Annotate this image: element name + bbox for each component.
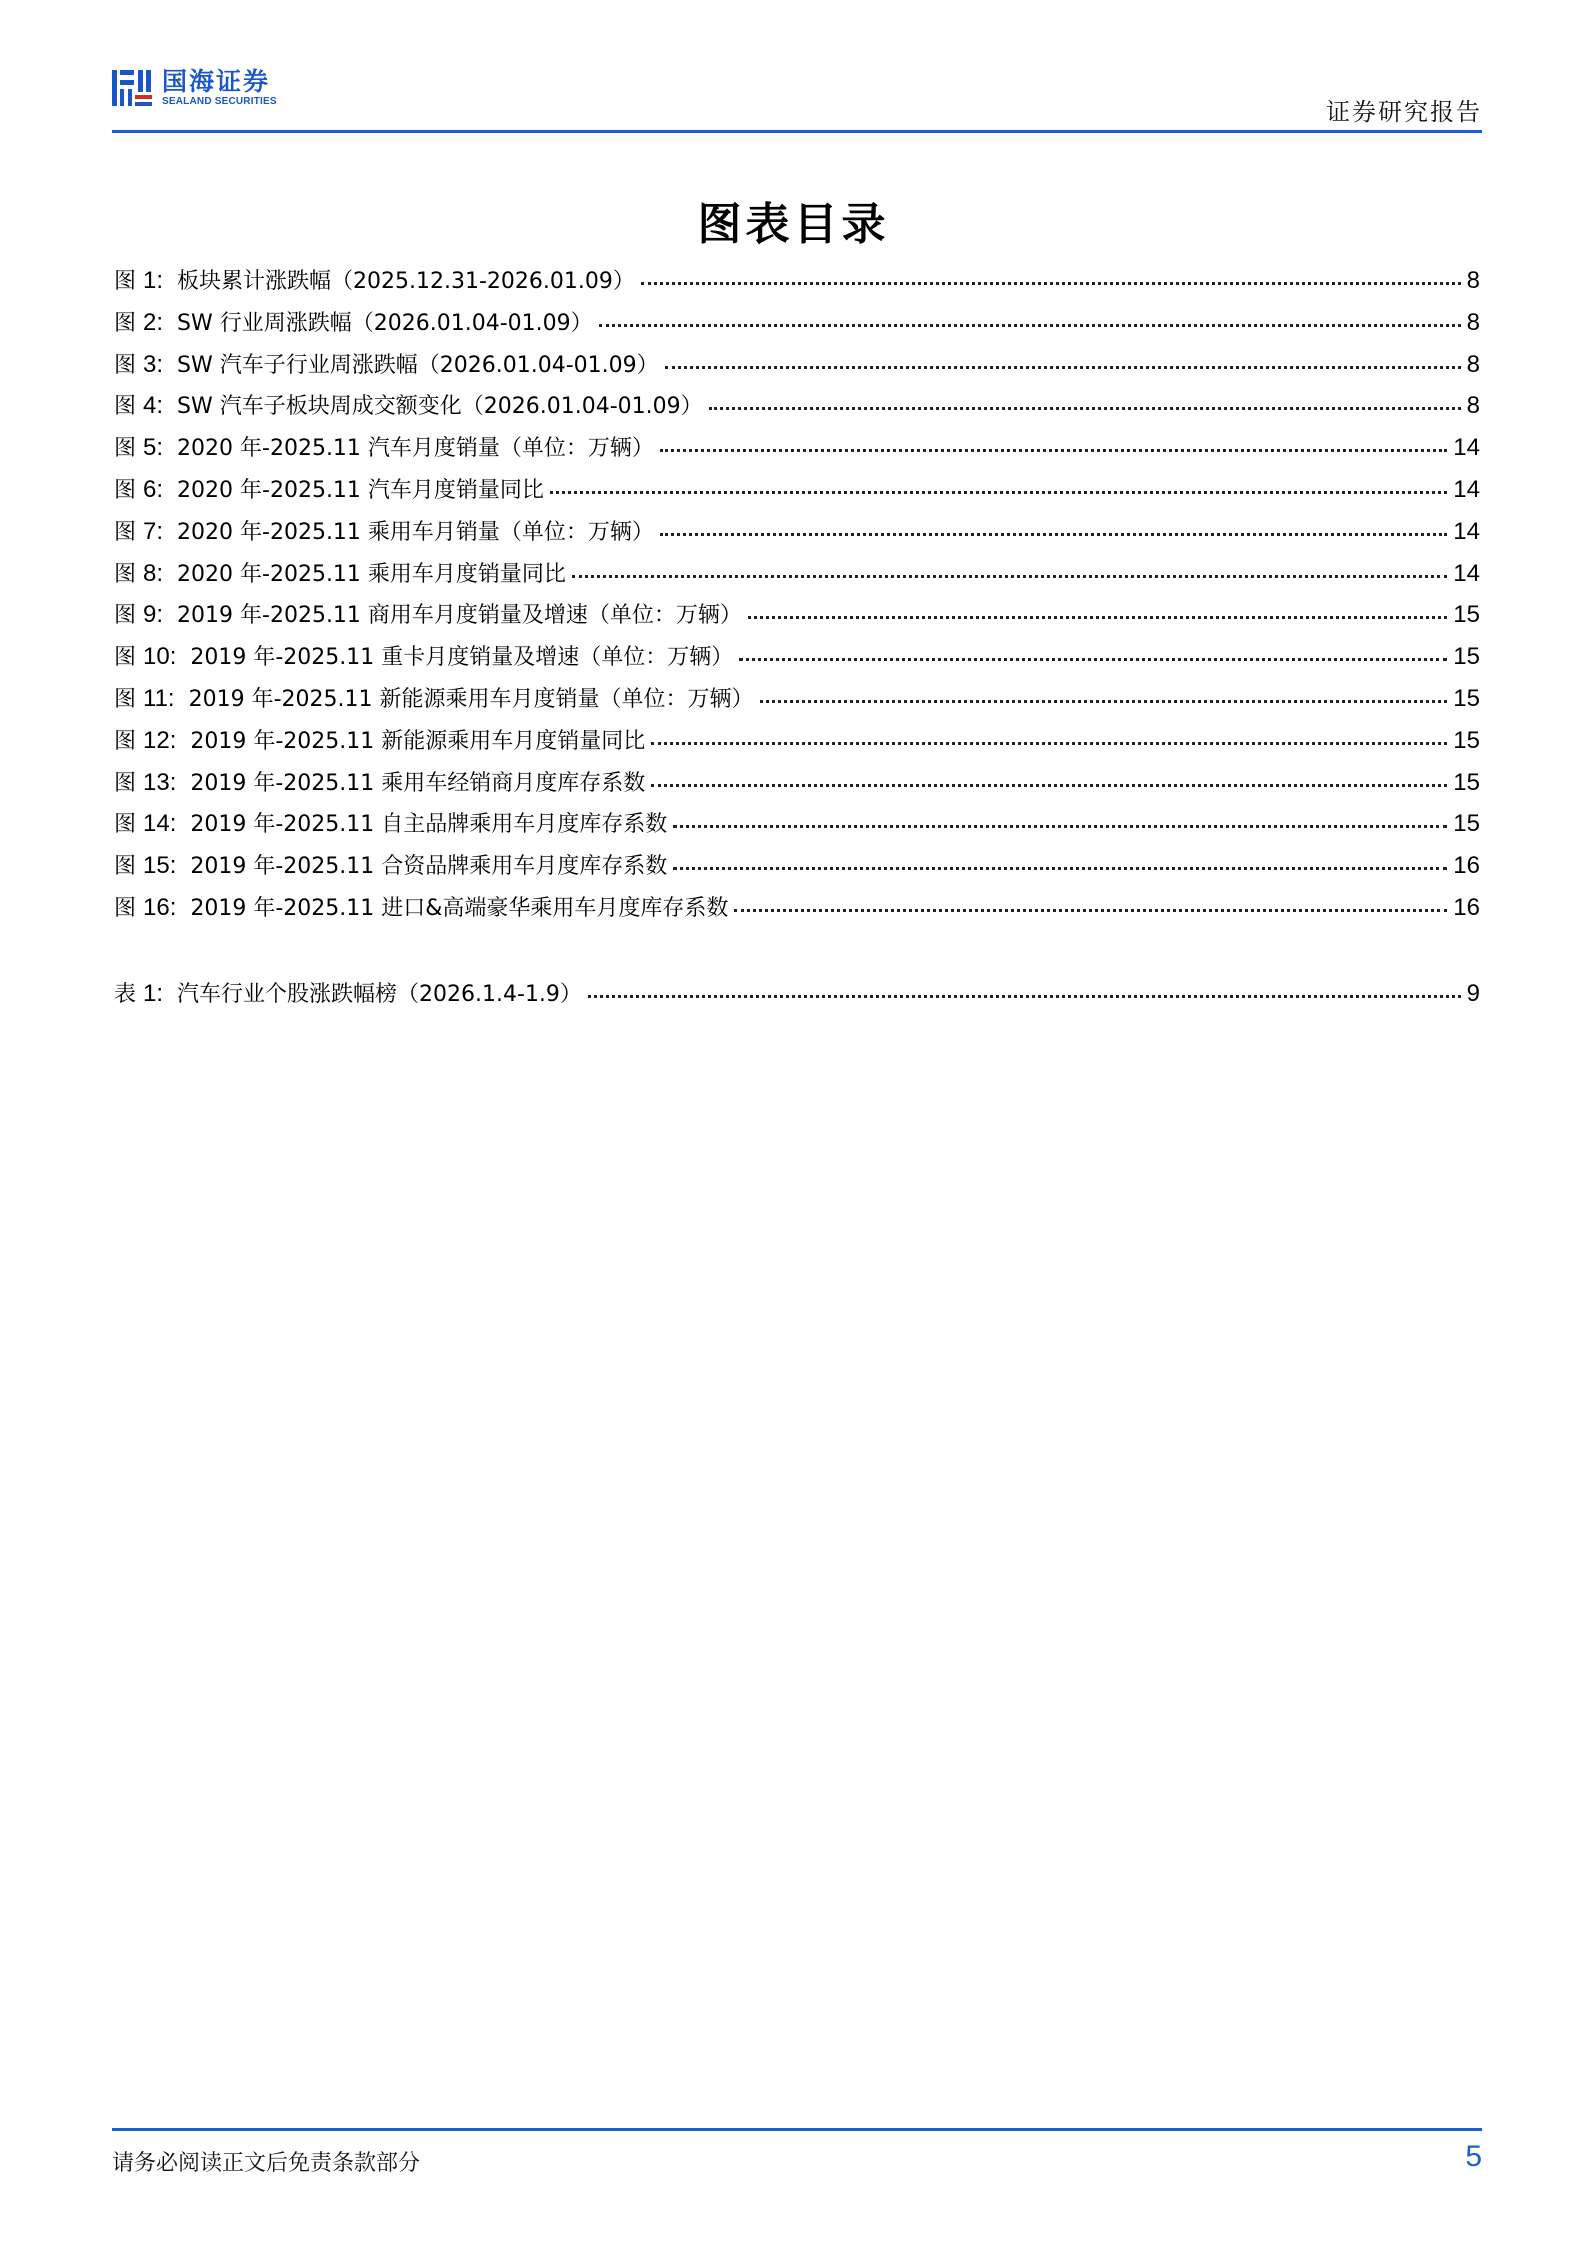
toc-entry[interactable] [114, 891, 1480, 933]
toc-entry-page: 15 [1453, 684, 1480, 712]
toc-entry-prefix: 图 [114, 561, 137, 587]
toc-entry-prefix: 图 [114, 352, 137, 378]
toc-entry-number: 9: [143, 601, 164, 629]
toc-entry-prefix: 图 [114, 269, 137, 294]
toc-entry[interactable] [114, 766, 1480, 808]
footer-divider [112, 2128, 1482, 2131]
page-header [112, 62, 1482, 134]
logo-english-name: SEALAND SECURITIES [162, 96, 277, 107]
toc-entry-title: 2019 年-2025.11 重卡月度销量及增速（单位：万辆） [190, 645, 734, 671]
toc-entry-title: 2020 年-2025.11 汽车月度销量同比 [177, 477, 544, 503]
toc-entry-prefix: 图 [114, 477, 137, 503]
dot-leader [673, 808, 1447, 831]
toc-entry-title: 2019 年-2025.11 新能源乘用车月度销量（单位：万辆） [188, 686, 754, 712]
dot-leader [665, 349, 1461, 372]
logo-chinese-name: 国海证券 [162, 67, 271, 96]
toc-entry[interactable] [114, 348, 1480, 390]
dot-leader [739, 641, 1447, 664]
toc-entry-label [114, 977, 163, 1008]
toc-entry-title: 板块累计涨跌幅（2025.12.31-2026.01.09） [177, 269, 635, 294]
toc-entry-label [114, 891, 176, 922]
toc-entry[interactable] [114, 264, 1480, 306]
toc-entry-page: 9 [1466, 979, 1480, 1007]
toc-entry-number: 8: [143, 559, 164, 587]
toc-entry-page: 15 [1453, 726, 1480, 754]
toc-entry-number: 7: [143, 517, 164, 545]
toc-entry[interactable] [114, 598, 1480, 640]
toc-entry-label [114, 431, 163, 462]
toc-entry-prefix: 图 [114, 310, 137, 336]
toc-entry-page: 15 [1453, 643, 1480, 671]
toc-entry-page: 15 [1453, 601, 1480, 629]
toc-entry-page: 8 [1466, 350, 1480, 378]
toc-entry-page: 16 [1453, 852, 1480, 880]
toc-entry-prefix: 图 [114, 895, 137, 921]
toc-entry-title: 2019 年-2025.11 进口&高端豪华乘用车月度库存系数 [190, 895, 729, 921]
toc-entry-prefix: 表 [114, 981, 137, 1007]
toc-entry-label [114, 306, 163, 337]
page-number: 5 [1465, 2140, 1482, 2173]
toc-title: 图表目录 [697, 199, 890, 250]
toc-entry-page: 15 [1453, 768, 1480, 796]
dot-leader [641, 265, 1461, 288]
toc-entry-page: 14 [1453, 559, 1480, 587]
toc-entry-page: 16 [1453, 893, 1480, 921]
toc-entry-label [114, 807, 176, 838]
toc-entry[interactable] [114, 557, 1480, 599]
toc-entry-page: 14 [1453, 475, 1480, 503]
toc-entry-number: 14: [143, 810, 177, 838]
toc-entry-label [114, 849, 176, 880]
toc-entry-prefix: 图 [114, 812, 137, 838]
toc-entry-title: 2019 年-2025.11 合资品牌乘用车月度库存系数 [190, 854, 668, 880]
dot-leader [673, 850, 1447, 873]
toc-entry-page: 8 [1466, 267, 1480, 294]
toc-entry-page: 15 [1453, 810, 1480, 838]
dot-leader [550, 474, 1447, 497]
dot-leader [734, 892, 1447, 915]
toc-entry-label [114, 515, 163, 546]
dot-leader [599, 307, 1461, 330]
report-type-label: 证券研究报告 [1326, 98, 1482, 126]
toc-entry-title: 汽车行业个股涨跌幅榜（2026.1.4-1.9） [177, 981, 582, 1007]
toc-entry[interactable] [114, 640, 1480, 682]
toc-entry-page: 8 [1466, 308, 1480, 336]
toc-entry-prefix: 图 [114, 686, 137, 712]
toc-entry-prefix: 图 [114, 728, 137, 754]
toc-entry-prefix: 图 [114, 603, 137, 629]
toc-entry[interactable] [114, 849, 1480, 891]
dot-leader [748, 599, 1447, 622]
toc-entry-number: 15: [143, 852, 177, 880]
toc-entry-prefix: 图 [114, 394, 137, 420]
dot-leader [651, 725, 1447, 748]
toc-entry-title: SW 汽车子板块周成交额变化（2026.01.04-01.09） [177, 394, 703, 420]
toc-entry-title: SW 汽车子行业周涨跌幅（2026.01.04-01.09） [177, 352, 659, 378]
toc-entry-title: 2019 年-2025.11 乘用车经销商月度库存系数 [190, 770, 646, 796]
toc-entry-title: 2019 年-2025.11 新能源乘用车月度销量同比 [190, 728, 646, 754]
toc-entry-number: 10: [143, 643, 177, 671]
disclaimer-note: 请务必阅读正文后免责条款部分 [112, 2151, 421, 2176]
toc-entry-label [114, 640, 176, 671]
logo-mark-icon [112, 68, 152, 108]
toc-entry[interactable] [114, 977, 1480, 1019]
toc-entry-label [114, 598, 163, 629]
toc-entry-number: 5: [143, 434, 164, 462]
toc-entry-number: 3: [143, 350, 164, 378]
toc-entry-prefix: 图 [114, 519, 137, 545]
toc-entry-number: 4: [143, 392, 164, 420]
toc-entry[interactable] [114, 807, 1480, 849]
dot-leader [572, 558, 1447, 581]
dot-leader [709, 390, 1461, 413]
toc-entry-number: 13: [143, 768, 177, 796]
toc-entry-label [114, 473, 163, 504]
dot-leader [588, 978, 1461, 1001]
toc-entry-page: 14 [1453, 434, 1480, 462]
toc-entry[interactable] [114, 682, 1480, 724]
toc-entry-label [114, 682, 175, 713]
header-divider [112, 130, 1482, 133]
toc-entry[interactable] [114, 724, 1480, 766]
toc-entry[interactable] [114, 389, 1480, 431]
toc-entry-label [114, 766, 176, 797]
toc-entry-number: 1: [143, 267, 164, 294]
toc-entry[interactable] [114, 473, 1480, 515]
toc-entry-title: 2019 年-2025.11 商用车月度销量及增速（单位：万辆） [177, 603, 742, 629]
toc-entry-label [114, 389, 163, 420]
dot-leader [760, 683, 1448, 706]
toc-entry-label [114, 264, 163, 295]
toc-entry-number: 1: [143, 979, 164, 1007]
toc-entry-label [114, 348, 163, 379]
toc-entry-page: 8 [1466, 392, 1480, 420]
toc-entry-number: 6: [143, 475, 164, 503]
table-of-figures [114, 264, 1480, 1019]
dot-leader [660, 516, 1447, 539]
toc-entry-prefix: 图 [114, 436, 137, 462]
toc-entry-label [114, 557, 163, 588]
toc-entry-number: 16: [143, 893, 177, 921]
toc-entry-number: 11: [143, 684, 175, 712]
toc-entry-title: 2020 年-2025.11 乘用车月销量（单位：万辆） [177, 519, 654, 545]
toc-entry-title: SW 行业周涨跌幅（2026.01.04-01.09） [177, 310, 593, 336]
toc-entry-prefix: 图 [114, 770, 137, 796]
toc-entry-prefix: 图 [114, 645, 137, 671]
toc-entry-title: 2020 年-2025.11 乘用车月度销量同比 [177, 561, 566, 587]
dot-leader [660, 432, 1447, 455]
toc-entry-page: 14 [1453, 517, 1480, 545]
toc-entry[interactable] [114, 515, 1480, 557]
toc-entry[interactable] [114, 306, 1480, 348]
dot-leader [651, 767, 1447, 790]
toc-entry-prefix: 图 [114, 854, 137, 880]
toc-entry-label [114, 724, 176, 755]
toc-entry-title: 2019 年-2025.11 自主品牌乘用车月度库存系数 [190, 812, 668, 838]
toc-entry-title: 2020 年-2025.11 汽车月度销量（单位：万辆） [177, 436, 654, 462]
toc-entry-number: 12: [143, 726, 177, 754]
toc-entry[interactable] [114, 431, 1480, 473]
toc-entry-number: 2: [143, 308, 164, 336]
sealand-securities-logo [112, 62, 277, 114]
